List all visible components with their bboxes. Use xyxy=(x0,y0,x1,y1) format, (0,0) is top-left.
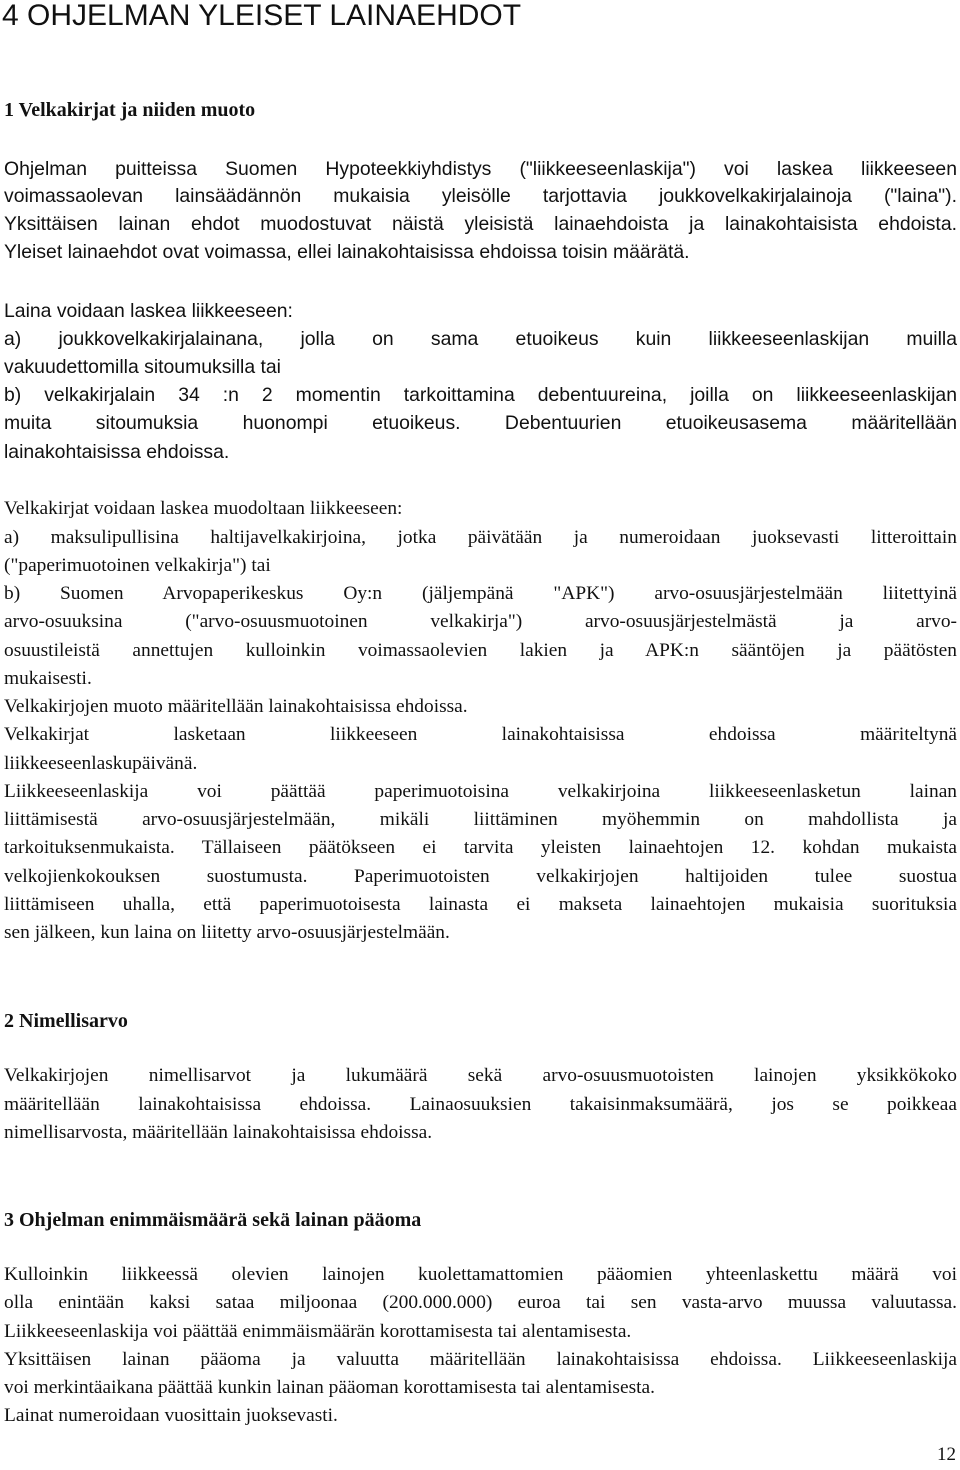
text-line: Liikkeeseenlaskija voi päättää paperimuotoisina velkakirjoina liikkeeseenlasketun lainan xyxy=(4,781,957,802)
text-line: voimassaolevan lainsäädännön mukaisia yleisölle tarjottavia joukkovelkakirjalainoja ("laina"). xyxy=(4,185,957,207)
text-line: liittämiseen uhalla, että paperimuotoisesta lainasta ei makseta lainaehtojen mukaisia suorituksia xyxy=(4,894,957,915)
text-line: Laina voidaan laskea liikkeeseen: xyxy=(4,300,293,322)
text-line: b) velkakirjalain 34 :n 2 momentin tarkoittamina debentuureina, joilla on liikkeeseenlaskijan xyxy=(4,384,957,406)
text-line: liikkeeseenlaskupäivänä. xyxy=(4,753,198,774)
text-line: arvo-osuuksina ("arvo-osuusmuotoinen velkakirja") arvo-osuusjärjestelmästä ja arvo- xyxy=(4,611,957,632)
page-number: 12 xyxy=(937,1444,956,1465)
chapter-title: 4 OHJELMAN YLEISET LAINAEHDOT xyxy=(2,0,522,32)
text-line: b) Suomen Arvopaperikeskus Oy:n (jäljempänä "APK") arvo-osuusjärjestelmään liitettyinä xyxy=(4,583,957,604)
text-line: nimellisarvosta, määritellään lainakohtaisissa ehdoissa. xyxy=(4,1122,433,1143)
text-line: Liikkeeseenlaskija voi päättää enimmäismäärän korottamisesta tai alentamisesta. xyxy=(4,1321,632,1342)
text-line: voi merkintäaikana päättää kunkin lainan pääoman korottamisesta tai alentamisesta. xyxy=(4,1377,655,1398)
text-line: lainakohtaisissa ehdoissa. xyxy=(4,441,230,463)
text-line: tarkoituksenmukaista. Tällaiseen päätökseen ei tarvita yleisten lainaehtojen 12. kohdan mukaista xyxy=(4,837,957,858)
text-line: Kulloinkin liikkeessä olevien lainojen kuolettamattomien pääomien yhteenlaskettu määrä voi xyxy=(4,1264,957,1285)
text-line: Velkakirjojen muoto määritellään lainakohtaisissa ehdoissa. xyxy=(4,696,468,717)
text-line: sen jälkeen, kun laina on liitetty arvo-osuusjärjestelmään. xyxy=(4,922,450,943)
text-line: Lainat numeroidaan vuosittain juoksevasti. xyxy=(4,1405,338,1426)
text-line: liittämisestä arvo-osuusjärjestelmään, mikäli liittäminen myöhemmin on mahdollista ja xyxy=(4,809,957,830)
text-line: Yleiset lainaehdot ovat voimassa, ellei lainakohtaisissa ehdoissa toisin määrätä. xyxy=(4,241,690,263)
section-heading-1: 1 Velkakirjat ja niiden muoto xyxy=(4,99,256,121)
text-line: velkojienkokouksen suostumusta. Paperimuotoisten velkakirjojen haltijoiden tulee suostua xyxy=(4,866,957,887)
text-line: vakuudettomilla sitoumuksilla tai xyxy=(4,356,281,378)
text-line: Velkakirjojen nimellisarvot ja lukumäärä sekä arvo-osuusmuotoisten lainojen yksikkökoko xyxy=(4,1065,957,1086)
section-heading-2: 2 Nimellisarvo xyxy=(4,1010,128,1032)
text-line: olla enintään kaksi sataa miljoonaa (200.000.000) euroa tai sen vasta-arvo muussa valuutassa. xyxy=(4,1292,957,1313)
text-line: muita sitoumuksia huonompi etuoikeus. Debentuurien etuoikeusasema määritellään xyxy=(4,412,957,434)
text-line: ("paperimuotoinen velkakirja") tai xyxy=(4,555,271,576)
text-line: Yksittäisen lainan ehdot muodostuvat näistä yleisistä lainaehdoista ja lainakohtaisista ehdoista. xyxy=(4,213,957,235)
text-line: a) maksulipullisina haltijavelkakirjoina, jotka päivätään ja numeroidaan juoksevasti litteroittain xyxy=(4,527,957,548)
text-line: Velkakirjat voidaan laskea muodoltaan liikkeeseen: xyxy=(4,498,403,519)
text-line: Yksittäisen lainan pääoma ja valuutta määritellään lainakohtaisissa ehdoissa. Liikkeeseenlaskija xyxy=(4,1349,957,1370)
text-line: mukaisesti. xyxy=(4,668,92,689)
section-heading-3: 3 Ohjelman enimmäismäärä sekä lainan pääoma xyxy=(4,1209,422,1231)
text-line: määritellään lainakohtaisissa ehdoissa. Lainaosuuksien takaisinmaksumäärä, jos se poikkeaa xyxy=(4,1094,957,1115)
text-line: osuustileistä annettujen kulloinkin voimassaolevien lakien ja APK:n sääntöjen ja päätösten xyxy=(4,640,957,661)
text-line: a) joukkovelkakirjalainana, jolla on sama etuoikeus kuin liikkeeseenlaskijan muilla xyxy=(4,328,957,350)
text-line: Velkakirjat lasketaan liikkeeseen lainakohtaisissa ehdoissa määriteltynä xyxy=(4,724,957,745)
text-line: Ohjelman puitteissa Suomen Hypoteekkiyhdistys ("liikkeeseenlaskija") voi laskea liikkeeseen xyxy=(4,158,957,180)
